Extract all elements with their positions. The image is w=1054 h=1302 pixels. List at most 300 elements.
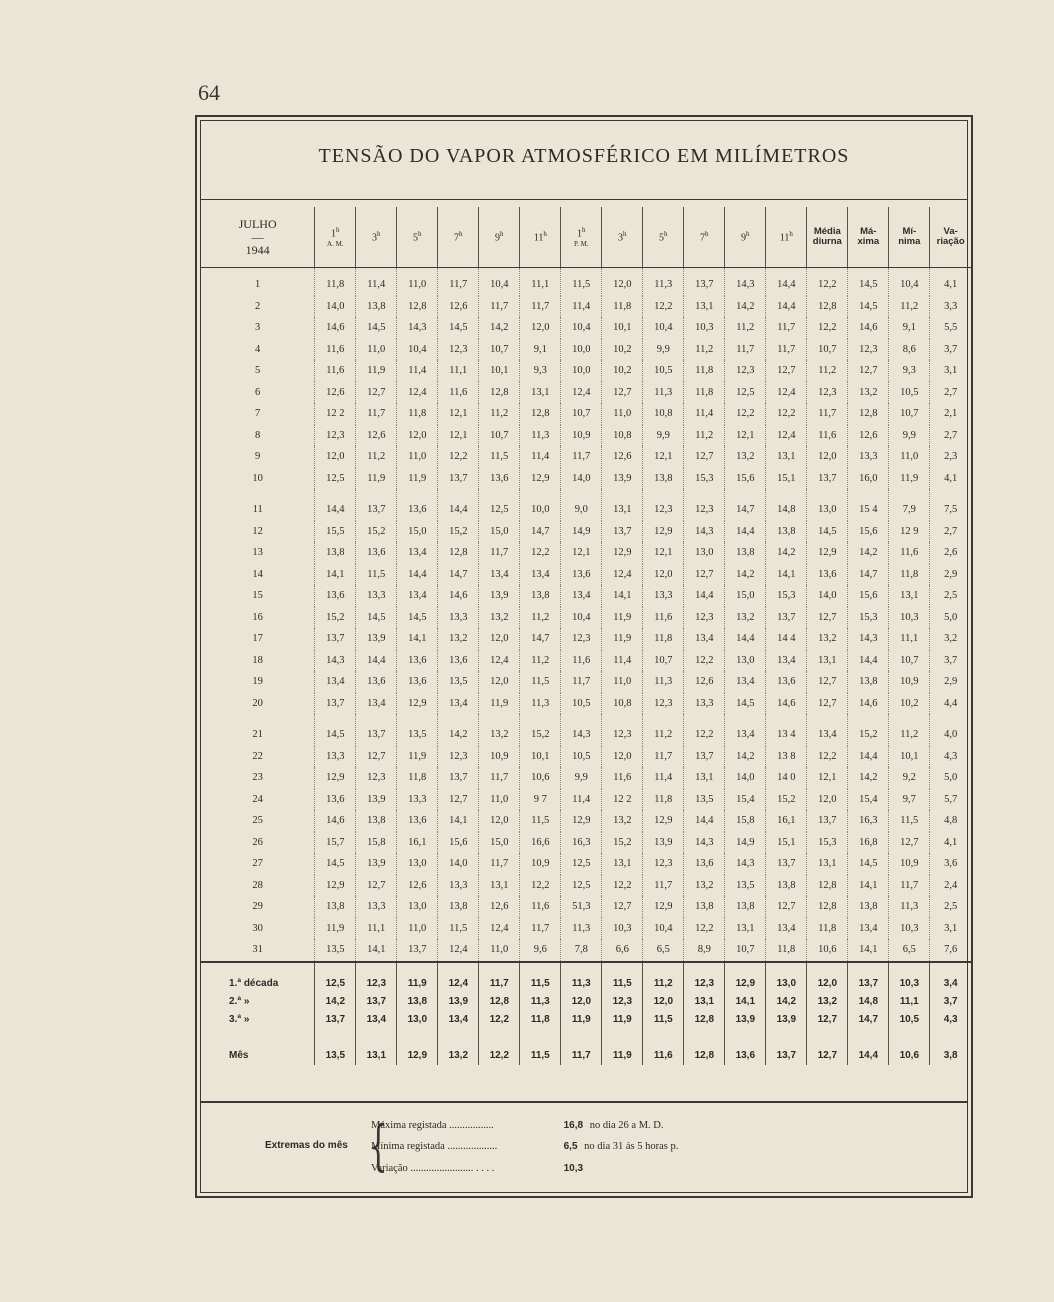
table-row: [201, 789, 971, 811]
value-cell: 14,9: [561, 521, 602, 543]
value-cell: 12,5: [561, 853, 602, 875]
value-cell: 9,1: [520, 339, 561, 361]
value-cell: 11,8: [643, 789, 684, 811]
value-cell: 10,7: [561, 403, 602, 425]
value-cell: 10,7: [479, 339, 520, 361]
value-cell: 12,0: [602, 268, 643, 296]
value-cell: 11,2: [479, 403, 520, 425]
value-cell: 13,9: [643, 832, 684, 854]
value-cell: 10,6: [807, 939, 848, 962]
value-cell: 14,4: [725, 521, 766, 543]
value-cell: 13,8: [356, 810, 397, 832]
value-cell: 14,5: [807, 521, 848, 543]
hour-header: [479, 207, 520, 268]
value-cell: 13,1: [684, 767, 725, 789]
extreme-key: Mínima registada ...................: [371, 1141, 498, 1152]
value-cell: 13,3: [397, 789, 438, 811]
value-cell: 12,3: [356, 767, 397, 789]
summary-value: 13,7: [766, 1029, 807, 1065]
value-cell: 12,4: [397, 382, 438, 404]
value-cell: 13,2: [438, 628, 479, 650]
value-cell: 10,3: [889, 918, 930, 940]
table-row: [201, 650, 971, 672]
value-cell: 13,5: [438, 671, 479, 693]
value-cell: 11,0: [602, 671, 643, 693]
value-cell: 9,7: [889, 789, 930, 811]
summary-value: 4,3: [930, 1011, 971, 1029]
value-cell: 9,9: [643, 339, 684, 361]
summary-value: 3,4: [930, 962, 971, 993]
value-cell: 14 4: [766, 628, 807, 650]
value-cell: 6,5: [889, 939, 930, 962]
value-cell: 15,8: [356, 832, 397, 854]
summary-value: 12,8: [684, 1011, 725, 1029]
value-cell: 14,0: [725, 767, 766, 789]
value-cell: 14,1: [438, 810, 479, 832]
value-cell: 14,2: [725, 564, 766, 586]
value-cell: 13,7: [807, 468, 848, 490]
stat-header: [807, 207, 848, 268]
hour-header: [356, 207, 397, 268]
value-cell: 12,0: [807, 789, 848, 811]
day-cell: 8: [255, 429, 261, 441]
extreme-key: Variação ........................ . . . .: [371, 1163, 495, 1174]
value-cell: 13,5: [397, 714, 438, 746]
hour-suffix: h: [459, 230, 463, 239]
value-cell: 15,0: [479, 832, 520, 854]
value-cell: 13,7: [807, 810, 848, 832]
summary-value: 12,8: [684, 1029, 725, 1065]
value-cell: 11,4: [356, 268, 397, 296]
table-row: [201, 671, 971, 693]
table-row: [201, 714, 971, 746]
value-cell: 10,7: [807, 339, 848, 361]
stat-header-line: xima: [857, 236, 880, 247]
stat-header: [848, 207, 889, 268]
value-cell: 11,7: [479, 542, 520, 564]
value-cell: 13,0: [397, 853, 438, 875]
value-cell: 15 4: [848, 489, 889, 521]
value-cell: 13,2: [807, 628, 848, 650]
value-cell: 11,7: [561, 446, 602, 468]
summary-value: 11,9: [397, 962, 438, 993]
value-cell: 10,7: [643, 650, 684, 672]
value-cell: 13,6: [438, 650, 479, 672]
value-cell: 12,0: [807, 446, 848, 468]
summary-value: 13,1: [684, 993, 725, 1011]
value-cell: 14,7: [725, 489, 766, 521]
table-row: [201, 875, 971, 897]
value-cell: 12,7: [684, 446, 725, 468]
value-cell: 11,1: [889, 628, 930, 650]
value-cell: 10,2: [602, 339, 643, 361]
value-cell: 13,8: [643, 468, 684, 490]
value-cell: 14,1: [766, 564, 807, 586]
value-cell: 3,2: [930, 628, 971, 650]
value-cell: 14,4: [397, 564, 438, 586]
table-row: [201, 268, 971, 296]
stat-header-line: nima: [898, 236, 921, 247]
value-cell: 12,7: [356, 875, 397, 897]
value-cell: 12,2: [438, 446, 479, 468]
value-cell: 8,6: [889, 339, 930, 361]
value-cell: 10,4: [397, 339, 438, 361]
value-cell: 14,4: [356, 650, 397, 672]
value-cell: 13,1: [725, 918, 766, 940]
extreme-max-row: [371, 1120, 664, 1131]
value-cell: 12,1: [725, 425, 766, 447]
value-cell: 11,0: [889, 446, 930, 468]
table-row: [201, 317, 971, 339]
summary-value: 13,0: [766, 962, 807, 993]
value-cell: 15,6: [438, 832, 479, 854]
hour-suffix: h: [705, 230, 709, 239]
value-cell: 13,6: [356, 542, 397, 564]
header-row: [201, 207, 971, 268]
value-cell: 9,2: [889, 767, 930, 789]
value-cell: 12,9: [807, 542, 848, 564]
summary-value: 11,5: [643, 1011, 684, 1029]
value-cell: 10,5: [561, 693, 602, 715]
value-cell: 13,6: [397, 810, 438, 832]
month-year-header: [201, 207, 315, 268]
value-cell: 13,7: [315, 628, 356, 650]
value-cell: 14,4: [848, 746, 889, 768]
day-cell: 18: [252, 654, 263, 666]
value-cell: 11,7: [766, 339, 807, 361]
value-cell: 11,9: [397, 746, 438, 768]
value-cell: 10,3: [602, 918, 643, 940]
summary-value: 12,9: [725, 962, 766, 993]
value-cell: 12,8: [438, 542, 479, 564]
value-cell: 10,7: [725, 939, 766, 962]
table-row: [201, 767, 971, 789]
value-cell: 13,1: [602, 489, 643, 521]
value-cell: 16,1: [397, 832, 438, 854]
value-cell: 12,1: [438, 425, 479, 447]
value-cell: 14,2: [725, 746, 766, 768]
brace-icon: {: [368, 1114, 388, 1177]
value-cell: 12,8: [520, 403, 561, 425]
value-cell: 11,0: [479, 939, 520, 962]
value-cell: 13,7: [602, 521, 643, 543]
value-cell: 13,7: [684, 746, 725, 768]
table-row: [201, 468, 971, 490]
value-cell: 14,9: [725, 832, 766, 854]
value-cell: 5,7: [930, 789, 971, 811]
value-cell: 13,1: [684, 296, 725, 318]
hour-header: [315, 207, 356, 268]
value-cell: 11,5: [479, 446, 520, 468]
value-cell: 13,6: [315, 585, 356, 607]
value-cell: 12,4: [766, 425, 807, 447]
value-cell: 13,3: [438, 607, 479, 629]
value-cell: 12,1: [438, 403, 479, 425]
summary-value: 11,7: [561, 1029, 602, 1065]
value-cell: 11,2: [643, 714, 684, 746]
value-cell: 15,4: [725, 789, 766, 811]
value-cell: 12 2: [315, 403, 356, 425]
value-cell: 13,0: [807, 489, 848, 521]
value-cell: 15,3: [807, 832, 848, 854]
value-cell: 13,6: [397, 489, 438, 521]
value-cell: 11,5: [356, 564, 397, 586]
value-cell: 11,2: [889, 296, 930, 318]
value-cell: 3,7: [930, 650, 971, 672]
value-cell: 12,1: [643, 446, 684, 468]
value-cell: 13,5: [725, 875, 766, 897]
summary-value: 11,9: [602, 1011, 643, 1029]
value-cell: 14,2: [848, 542, 889, 564]
value-cell: 12,0: [479, 628, 520, 650]
extremes-label: Extremas do mês: [265, 1140, 348, 1151]
value-cell: 14,0: [561, 468, 602, 490]
value-cell: 11,7: [356, 403, 397, 425]
value-cell: 12,6: [438, 296, 479, 318]
value-cell: 12,7: [602, 382, 643, 404]
day-cell: 11: [252, 504, 263, 516]
value-cell: 11,8: [766, 939, 807, 962]
value-cell: 15,0: [479, 521, 520, 543]
value-cell: 12,8: [807, 296, 848, 318]
value-cell: 10,9: [561, 425, 602, 447]
value-cell: 13,4: [397, 585, 438, 607]
day-cell: 27: [252, 858, 263, 870]
value-cell: 13,7: [356, 714, 397, 746]
value-cell: 14,6: [315, 810, 356, 832]
summary-value: 13,9: [725, 1011, 766, 1029]
value-cell: 14,7: [848, 564, 889, 586]
hour-header: [561, 207, 602, 268]
value-cell: 12,7: [438, 789, 479, 811]
value-cell: 13,6: [479, 468, 520, 490]
value-cell: 10,1: [520, 746, 561, 768]
day-cell: 22: [252, 750, 263, 762]
extremes-section: [201, 1101, 967, 1201]
value-cell: 11,3: [643, 671, 684, 693]
value-cell: 13,4: [438, 693, 479, 715]
value-cell: 11,5: [561, 268, 602, 296]
value-cell: 11,9: [479, 693, 520, 715]
value-cell: 11,7: [479, 853, 520, 875]
value-cell: 11,9: [889, 468, 930, 490]
day-cell: 19: [252, 676, 263, 688]
value-cell: 11,3: [889, 896, 930, 918]
value-cell: 11,2: [889, 714, 930, 746]
value-cell: 12,6: [684, 671, 725, 693]
day-cell: 28: [252, 879, 263, 891]
summary-value: 13,7: [315, 1011, 356, 1029]
summary-row: [201, 1029, 971, 1065]
summary-value: 14,4: [848, 1029, 889, 1065]
summary-value: 14,2: [315, 993, 356, 1011]
value-cell: 10,1: [602, 317, 643, 339]
value-cell: 10,8: [602, 693, 643, 715]
value-cell: 12,7: [889, 832, 930, 854]
summary-value: 3,7: [930, 993, 971, 1011]
value-cell: 11,8: [315, 268, 356, 296]
hour-suffix: h: [500, 230, 504, 239]
value-cell: 13,7: [438, 468, 479, 490]
value-cell: 10,5: [643, 360, 684, 382]
value-cell: 11,3: [520, 693, 561, 715]
value-cell: 11,9: [315, 918, 356, 940]
value-cell: 12,7: [684, 564, 725, 586]
value-cell: 10,1: [889, 746, 930, 768]
value-cell: 12,1: [807, 767, 848, 789]
value-cell: 13,1: [479, 875, 520, 897]
value-cell: 14,5: [848, 296, 889, 318]
summary-value: 11,1: [889, 993, 930, 1011]
hour-label: 5: [659, 232, 665, 244]
value-cell: 10,4: [479, 268, 520, 296]
day-cell: 24: [252, 793, 263, 805]
hour-header: [438, 207, 479, 268]
value-cell: 10,7: [889, 403, 930, 425]
title-box: [201, 121, 967, 200]
value-cell: 14,4: [725, 628, 766, 650]
value-cell: 14,2: [479, 317, 520, 339]
value-cell: 12,9: [315, 875, 356, 897]
value-cell: 15,0: [725, 585, 766, 607]
value-cell: 12,8: [848, 403, 889, 425]
value-cell: 11,9: [356, 360, 397, 382]
value-cell: 11,7: [520, 918, 561, 940]
value-cell: 11,1: [438, 360, 479, 382]
summary-value: 13,7: [356, 993, 397, 1011]
value-cell: 10,7: [479, 425, 520, 447]
hour-suffix: h: [746, 230, 750, 239]
value-cell: 12,4: [602, 564, 643, 586]
value-cell: 14,5: [356, 607, 397, 629]
value-cell: 7,5: [930, 489, 971, 521]
table-row: [201, 628, 971, 650]
value-cell: 13,6: [397, 650, 438, 672]
value-cell: 11,5: [889, 810, 930, 832]
value-cell: 15,4: [848, 789, 889, 811]
value-cell: 13,4: [848, 918, 889, 940]
value-cell: 13,4: [356, 693, 397, 715]
table-row: [201, 360, 971, 382]
value-cell: 11,7: [643, 875, 684, 897]
value-cell: 12,6: [315, 382, 356, 404]
value-cell: 11,9: [602, 607, 643, 629]
summary-value: 12,0: [561, 993, 602, 1011]
summary-value: 12,0: [807, 962, 848, 993]
day-cell: 17: [252, 633, 263, 645]
hour-header: [725, 207, 766, 268]
value-cell: 15,6: [848, 521, 889, 543]
value-cell: 12,2: [766, 403, 807, 425]
value-cell: 12,3: [807, 382, 848, 404]
table-row: [201, 446, 971, 468]
value-cell: 10,8: [643, 403, 684, 425]
value-cell: 12,8: [807, 896, 848, 918]
value-cell: 11,6: [561, 650, 602, 672]
table-row: [201, 693, 971, 715]
summary-value: 11,7: [479, 962, 520, 993]
value-cell: 11,7: [438, 268, 479, 296]
value-cell: 10,4: [561, 317, 602, 339]
value-cell: 12,2: [684, 650, 725, 672]
value-cell: 14,6: [766, 693, 807, 715]
summary-value: 11,2: [643, 962, 684, 993]
value-cell: 13,4: [315, 671, 356, 693]
extreme-min-row: [371, 1141, 678, 1152]
value-cell: 12,0: [397, 425, 438, 447]
value-cell: 13,0: [397, 896, 438, 918]
value-cell: 14,5: [356, 317, 397, 339]
summary-value: 13,7: [848, 962, 889, 993]
value-cell: 11,6: [643, 607, 684, 629]
value-cell: 2,3: [930, 446, 971, 468]
hour-label: 7: [700, 232, 706, 244]
value-cell: 15,2: [356, 521, 397, 543]
value-cell: 14,4: [438, 489, 479, 521]
hour-label: 3: [618, 232, 624, 244]
value-cell: 12,3: [684, 489, 725, 521]
value-cell: 11,3: [643, 268, 684, 296]
period-label: P. M.: [574, 239, 589, 248]
summary-value: 12,4: [438, 962, 479, 993]
value-cell: 13,6: [807, 564, 848, 586]
value-cell: 11,1: [520, 268, 561, 296]
value-cell: 11,6: [807, 425, 848, 447]
hour-header: [602, 207, 643, 268]
summary-value: 13,9: [766, 1011, 807, 1029]
value-cell: 15,3: [766, 585, 807, 607]
value-cell: 11,0: [397, 268, 438, 296]
value-cell: 11,4: [643, 767, 684, 789]
value-cell: 12,2: [520, 542, 561, 564]
summary-label: 2.ª »: [229, 996, 250, 1007]
value-cell: 14,5: [397, 607, 438, 629]
value-cell: 12,2: [807, 268, 848, 296]
value-cell: 6,6: [602, 939, 643, 962]
value-cell: 51,3: [561, 896, 602, 918]
value-cell: 13,9: [356, 789, 397, 811]
hour-label: 11: [533, 232, 544, 244]
value-cell: 10,4: [643, 918, 684, 940]
value-cell: 12,0: [643, 564, 684, 586]
value-cell: 14,1: [397, 628, 438, 650]
value-cell: 14 0: [766, 767, 807, 789]
value-cell: 14,3: [397, 317, 438, 339]
day-cell: 25: [252, 815, 263, 827]
value-cell: 13,7: [315, 693, 356, 715]
value-cell: 13,3: [438, 875, 479, 897]
hour-header: [520, 207, 561, 268]
day-cell: 2: [255, 300, 261, 312]
value-cell: 12,9: [643, 521, 684, 543]
summary-value: 12,3: [356, 962, 397, 993]
value-cell: 10,5: [561, 746, 602, 768]
day-cell: 15: [252, 590, 263, 602]
value-cell: 5,5: [930, 317, 971, 339]
value-cell: 12,1: [561, 542, 602, 564]
value-cell: 14,4: [766, 268, 807, 296]
value-cell: 4,3: [930, 746, 971, 768]
value-cell: 13,7: [356, 489, 397, 521]
stat-header-line: riação: [936, 236, 965, 247]
value-cell: 14,0: [315, 296, 356, 318]
value-cell: 15,5: [315, 521, 356, 543]
day-cell: 29: [252, 901, 263, 913]
value-cell: 13,1: [889, 585, 930, 607]
value-cell: 12,5: [561, 875, 602, 897]
value-cell: 11,4: [520, 446, 561, 468]
summary-value: 11,9: [602, 1029, 643, 1065]
